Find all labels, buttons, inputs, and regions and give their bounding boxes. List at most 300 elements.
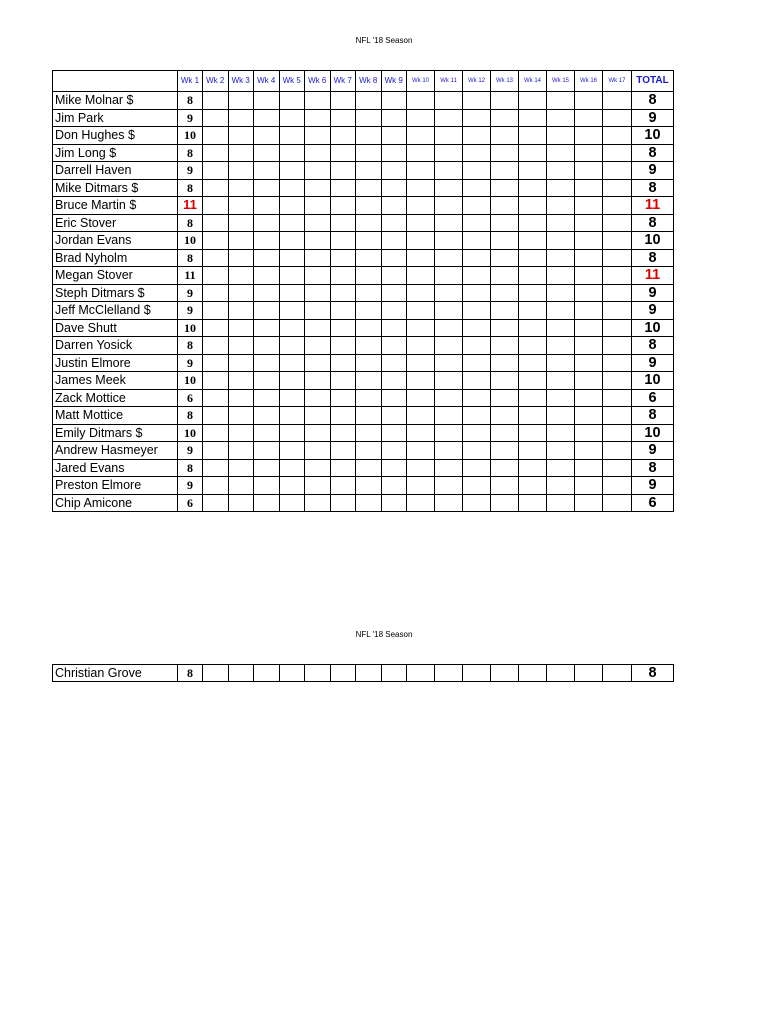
player-row — [53, 319, 674, 337]
week-score-empty — [381, 179, 407, 197]
player-name: Steph Ditmars $ — [53, 284, 178, 302]
week-score-empty — [547, 372, 575, 390]
week1-score: 10 — [178, 232, 203, 250]
week-score-empty — [547, 267, 575, 285]
week-score-empty — [330, 354, 356, 372]
week-score-empty — [519, 249, 547, 267]
week-score-empty — [305, 302, 331, 320]
week-score-empty — [575, 424, 603, 442]
total-score: 9 — [632, 109, 674, 127]
week-header-13: Wk 13 — [491, 71, 519, 92]
week-score-empty — [228, 665, 254, 682]
week-score-empty — [491, 92, 519, 110]
week-score-empty — [463, 179, 491, 197]
week-score-empty — [463, 319, 491, 337]
week-score-empty — [381, 442, 407, 460]
week-score-empty — [356, 284, 382, 302]
week-score-empty — [279, 337, 305, 355]
week-header-3: Wk 3 — [228, 71, 254, 92]
week-score-empty — [381, 214, 407, 232]
week-score-empty — [254, 372, 280, 390]
week-score-empty — [575, 214, 603, 232]
week-score-empty — [279, 249, 305, 267]
player-name: Jeff McClelland $ — [53, 302, 178, 320]
total-score: 8 — [632, 459, 674, 477]
week-score-empty — [603, 179, 632, 197]
week-score-empty — [603, 442, 632, 460]
week-score-empty — [254, 302, 280, 320]
week-score-empty — [254, 389, 280, 407]
week-score-empty — [435, 162, 463, 180]
week-score-empty — [463, 127, 491, 145]
total-score: 10 — [632, 319, 674, 337]
week-score-empty — [254, 267, 280, 285]
page2-title: NFL '18 Season — [355, 630, 413, 639]
week-score-empty — [463, 92, 491, 110]
week-score-empty — [463, 494, 491, 512]
week1-score: 8 — [178, 214, 203, 232]
week-score-empty — [575, 179, 603, 197]
week-score-empty — [491, 494, 519, 512]
week-score-empty — [228, 232, 254, 250]
week1-score: 6 — [178, 389, 203, 407]
week-score-empty — [547, 179, 575, 197]
week-score-empty — [519, 354, 547, 372]
week-score-empty — [407, 162, 435, 180]
week-score-empty — [203, 372, 229, 390]
week-score-empty — [381, 109, 407, 127]
week-score-empty — [491, 337, 519, 355]
week-score-empty — [435, 197, 463, 215]
week-score-empty — [603, 232, 632, 250]
week-score-empty — [463, 459, 491, 477]
week-score-empty — [356, 424, 382, 442]
week-score-empty — [519, 477, 547, 495]
week-score-empty — [603, 319, 632, 337]
player-row — [53, 354, 674, 372]
player-row — [53, 162, 674, 180]
week-score-empty — [356, 302, 382, 320]
week-score-empty — [575, 109, 603, 127]
standings-table-page2 — [52, 664, 674, 682]
week-score-empty — [305, 459, 331, 477]
week1-score: 8 — [178, 665, 203, 682]
week-score-empty — [381, 354, 407, 372]
player-row — [53, 302, 674, 320]
week-score-empty — [305, 665, 331, 682]
total-score: 10 — [632, 232, 674, 250]
week-score-empty — [547, 162, 575, 180]
week-score-empty — [279, 319, 305, 337]
week-header-2: Wk 2 — [203, 71, 229, 92]
week-score-empty — [279, 92, 305, 110]
week-score-empty — [254, 197, 280, 215]
player-name: Jim Long $ — [53, 144, 178, 162]
week-score-empty — [305, 494, 331, 512]
week-score-empty — [330, 214, 356, 232]
total-score: 9 — [632, 162, 674, 180]
week-score-empty — [435, 109, 463, 127]
week-score-empty — [407, 389, 435, 407]
week-header-4: Wk 4 — [254, 71, 280, 92]
week1-score: 11 — [178, 197, 203, 215]
week-score-empty — [435, 267, 463, 285]
week-score-empty — [381, 459, 407, 477]
week-score-empty — [203, 354, 229, 372]
week-score-empty — [356, 442, 382, 460]
week-score-empty — [603, 92, 632, 110]
week-score-empty — [519, 232, 547, 250]
week-score-empty — [491, 179, 519, 197]
week-score-empty — [228, 319, 254, 337]
week-score-empty — [228, 162, 254, 180]
total-score: 6 — [632, 389, 674, 407]
week-score-empty — [279, 302, 305, 320]
week-score-empty — [356, 494, 382, 512]
week-score-empty — [547, 284, 575, 302]
player-row — [53, 424, 674, 442]
week1-score: 6 — [178, 494, 203, 512]
week-score-empty — [519, 162, 547, 180]
week-score-empty — [254, 92, 280, 110]
week-score-empty — [228, 92, 254, 110]
week-score-empty — [254, 232, 280, 250]
week-score-empty — [603, 284, 632, 302]
week-score-empty — [228, 442, 254, 460]
week-score-empty — [356, 459, 382, 477]
week-score-empty — [228, 197, 254, 215]
week-score-empty — [435, 144, 463, 162]
week-score-empty — [279, 354, 305, 372]
week-score-empty — [305, 389, 331, 407]
player-row — [53, 389, 674, 407]
week-score-empty — [575, 232, 603, 250]
week-score-empty — [330, 389, 356, 407]
week-score-empty — [547, 389, 575, 407]
week-score-empty — [519, 92, 547, 110]
week-score-empty — [228, 354, 254, 372]
week-score-empty — [228, 127, 254, 145]
week-score-empty — [491, 424, 519, 442]
total-score: 9 — [632, 302, 674, 320]
week-score-empty — [203, 92, 229, 110]
week-score-empty — [228, 389, 254, 407]
week-header-8: Wk 8 — [356, 71, 382, 92]
week-header-11: Wk 11 — [435, 71, 463, 92]
week-score-empty — [381, 407, 407, 425]
week-score-empty — [381, 92, 407, 110]
week-header-9: Wk 9 — [381, 71, 407, 92]
total-score: 8 — [632, 92, 674, 110]
week-score-empty — [463, 144, 491, 162]
week-score-empty — [491, 459, 519, 477]
week-score-empty — [575, 302, 603, 320]
week-score-empty — [305, 249, 331, 267]
week-score-empty — [463, 442, 491, 460]
total-score: 8 — [632, 179, 674, 197]
week-score-empty — [356, 179, 382, 197]
week-score-empty — [330, 197, 356, 215]
week-score-empty — [203, 319, 229, 337]
week-score-empty — [330, 127, 356, 145]
week-score-empty — [491, 319, 519, 337]
week-score-empty — [435, 494, 463, 512]
week-score-empty — [603, 477, 632, 495]
week-score-empty — [519, 179, 547, 197]
week-score-empty — [203, 477, 229, 495]
week-score-empty — [330, 442, 356, 460]
week-score-empty — [279, 179, 305, 197]
week-score-empty — [330, 179, 356, 197]
total-header: TOTAL — [632, 71, 674, 92]
week-score-empty — [381, 319, 407, 337]
total-score: 8 — [632, 144, 674, 162]
week-score-empty — [228, 284, 254, 302]
week-header-12: Wk 12 — [463, 71, 491, 92]
week-score-empty — [435, 442, 463, 460]
week-score-empty — [381, 477, 407, 495]
week-score-empty — [279, 407, 305, 425]
week-score-empty — [547, 407, 575, 425]
week-score-empty — [203, 267, 229, 285]
week-score-empty — [547, 92, 575, 110]
header-name-cell — [53, 71, 178, 92]
week-score-empty — [407, 477, 435, 495]
player-name: Darren Yosick — [53, 337, 178, 355]
week-score-empty — [463, 477, 491, 495]
player-name: Chip Amicone — [53, 494, 178, 512]
week-score-empty — [519, 267, 547, 285]
week-score-empty — [435, 354, 463, 372]
week-score-empty — [463, 302, 491, 320]
total-score: 9 — [632, 442, 674, 460]
week-score-empty — [356, 127, 382, 145]
week-score-empty — [575, 477, 603, 495]
week-score-empty — [575, 284, 603, 302]
week1-score: 11 — [178, 267, 203, 285]
week-score-empty — [519, 319, 547, 337]
week-score-empty — [547, 232, 575, 250]
week1-score: 9 — [178, 477, 203, 495]
week-score-empty — [603, 197, 632, 215]
week-score-empty — [254, 354, 280, 372]
total-score: 8 — [632, 337, 674, 355]
week1-score: 9 — [178, 442, 203, 460]
week-score-empty — [547, 442, 575, 460]
week-score-empty — [407, 459, 435, 477]
week-score-empty — [435, 389, 463, 407]
week-score-empty — [547, 494, 575, 512]
week-score-empty — [203, 337, 229, 355]
total-score: 9 — [632, 477, 674, 495]
week-score-empty — [228, 424, 254, 442]
week-score-empty — [330, 407, 356, 425]
week-score-empty — [603, 337, 632, 355]
player-name: Mike Molnar $ — [53, 92, 178, 110]
week-score-empty — [203, 197, 229, 215]
week-score-empty — [547, 127, 575, 145]
week-score-empty — [463, 162, 491, 180]
week-score-empty — [435, 665, 463, 682]
week-score-empty — [330, 459, 356, 477]
week1-score: 8 — [178, 249, 203, 267]
week-score-empty — [575, 665, 603, 682]
player-row — [53, 477, 674, 495]
week-score-empty — [547, 459, 575, 477]
week-score-empty — [203, 302, 229, 320]
week-score-empty — [254, 665, 280, 682]
week-score-empty — [603, 162, 632, 180]
total-score: 6 — [632, 494, 674, 512]
week-score-empty — [575, 197, 603, 215]
player-row — [53, 459, 674, 477]
week-score-empty — [463, 214, 491, 232]
week-score-empty — [463, 354, 491, 372]
week-score-empty — [491, 249, 519, 267]
week-score-empty — [407, 372, 435, 390]
week-score-empty — [305, 144, 331, 162]
week-score-empty — [254, 144, 280, 162]
week-score-empty — [228, 337, 254, 355]
week-score-empty — [356, 354, 382, 372]
week-score-empty — [603, 424, 632, 442]
week-score-empty — [279, 665, 305, 682]
week-score-empty — [279, 214, 305, 232]
week-score-empty — [228, 109, 254, 127]
total-score: 9 — [632, 354, 674, 372]
week-score-empty — [575, 319, 603, 337]
week-score-empty — [603, 389, 632, 407]
week-score-empty — [407, 407, 435, 425]
week-score-empty — [330, 665, 356, 682]
week-score-empty — [228, 302, 254, 320]
week1-score: 8 — [178, 92, 203, 110]
week-score-empty — [407, 144, 435, 162]
week1-score: 9 — [178, 302, 203, 320]
player-row — [53, 179, 674, 197]
week-score-empty — [381, 337, 407, 355]
week-score-empty — [254, 477, 280, 495]
week-score-empty — [203, 494, 229, 512]
week-score-empty — [547, 197, 575, 215]
week-score-empty — [330, 144, 356, 162]
week-score-empty — [254, 319, 280, 337]
week-score-empty — [203, 407, 229, 425]
week-score-empty — [203, 459, 229, 477]
week-score-empty — [435, 284, 463, 302]
week1-score: 10 — [178, 372, 203, 390]
week-score-empty — [381, 249, 407, 267]
week-score-empty — [575, 162, 603, 180]
week-score-empty — [305, 337, 331, 355]
week-score-empty — [491, 232, 519, 250]
player-name: Zack Mottice — [53, 389, 178, 407]
week-score-empty — [519, 214, 547, 232]
week-score-empty — [491, 127, 519, 145]
week-score-empty — [463, 284, 491, 302]
week-score-empty — [305, 214, 331, 232]
week-score-empty — [519, 494, 547, 512]
week-score-empty — [356, 337, 382, 355]
week-score-empty — [305, 354, 331, 372]
week-score-empty — [407, 442, 435, 460]
week-score-empty — [305, 267, 331, 285]
week-score-empty — [491, 162, 519, 180]
week-score-empty — [330, 232, 356, 250]
week-score-empty — [491, 214, 519, 232]
week-score-empty — [519, 665, 547, 682]
week-score-empty — [519, 442, 547, 460]
week-score-empty — [330, 162, 356, 180]
week-score-empty — [547, 109, 575, 127]
week-score-empty — [519, 109, 547, 127]
week-score-empty — [603, 407, 632, 425]
week-score-empty — [407, 249, 435, 267]
total-score: 11 — [632, 197, 674, 215]
week-score-empty — [228, 267, 254, 285]
week-score-empty — [305, 197, 331, 215]
week-score-empty — [356, 389, 382, 407]
week-score-empty — [463, 372, 491, 390]
player-name: Eric Stover — [53, 214, 178, 232]
week-score-empty — [603, 249, 632, 267]
week-score-empty — [305, 232, 331, 250]
week-score-empty — [254, 214, 280, 232]
week1-score: 9 — [178, 354, 203, 372]
week-score-empty — [228, 407, 254, 425]
week-score-empty — [228, 372, 254, 390]
week-score-empty — [463, 197, 491, 215]
week-score-empty — [435, 319, 463, 337]
week1-score: 9 — [178, 109, 203, 127]
week-score-empty — [575, 494, 603, 512]
week-score-empty — [203, 442, 229, 460]
week-score-empty — [279, 109, 305, 127]
week-score-empty — [547, 214, 575, 232]
week-header-6: Wk 6 — [305, 71, 331, 92]
player-row — [53, 249, 674, 267]
week1-score: 8 — [178, 407, 203, 425]
week-header-7: Wk 7 — [330, 71, 356, 92]
week-score-empty — [381, 424, 407, 442]
player-name: Mike Ditmars $ — [53, 179, 178, 197]
week-score-empty — [203, 127, 229, 145]
week-score-empty — [203, 179, 229, 197]
week-score-empty — [463, 424, 491, 442]
week-score-empty — [407, 92, 435, 110]
week-score-empty — [356, 407, 382, 425]
week-score-empty — [228, 214, 254, 232]
week-score-empty — [254, 249, 280, 267]
player-row — [53, 232, 674, 250]
week-score-empty — [305, 407, 331, 425]
player-row — [53, 109, 674, 127]
week-score-empty — [463, 665, 491, 682]
week-score-empty — [407, 127, 435, 145]
week-score-empty — [305, 179, 331, 197]
week-score-empty — [491, 144, 519, 162]
player-row — [53, 267, 674, 285]
page-title: NFL '18 Season — [355, 36, 413, 45]
player-row — [53, 92, 674, 110]
player-name: Dave Shutt — [53, 319, 178, 337]
week-score-empty — [279, 389, 305, 407]
week-score-empty — [203, 284, 229, 302]
week1-score: 8 — [178, 459, 203, 477]
week-score-empty — [203, 389, 229, 407]
week-score-empty — [305, 424, 331, 442]
week-score-empty — [519, 372, 547, 390]
